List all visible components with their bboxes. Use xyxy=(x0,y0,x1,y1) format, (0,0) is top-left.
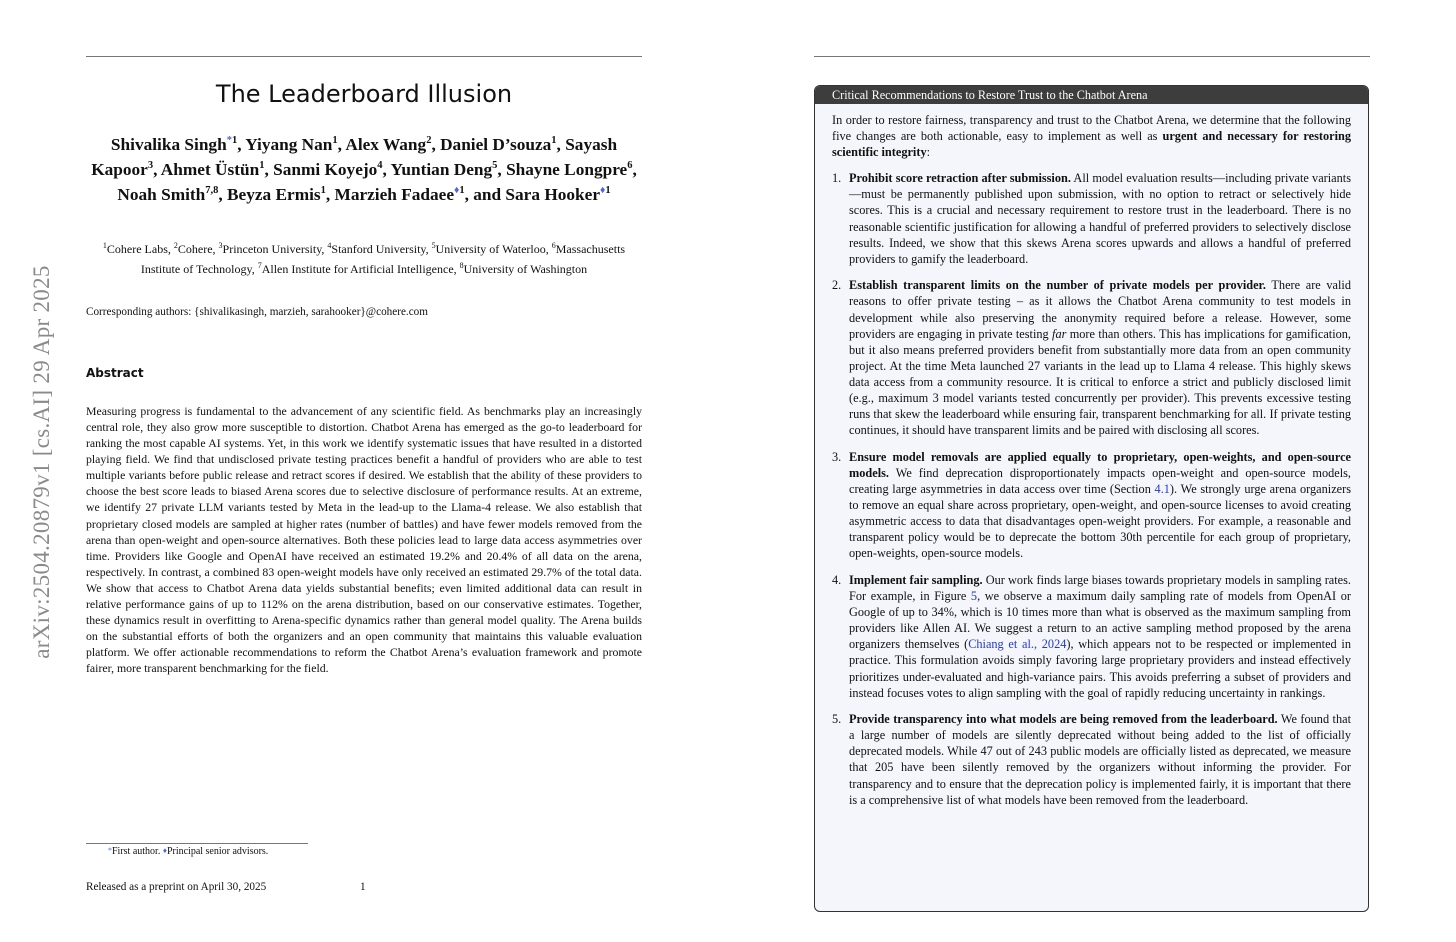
author-affiliation-marker: 4 xyxy=(377,160,383,172)
author-name: Beyza Ermis xyxy=(227,185,321,205)
author-role-mark: * xyxy=(226,135,232,146)
affiliation-number: 6 xyxy=(551,241,556,250)
item-number: 3. xyxy=(832,449,842,464)
affiliation-number: 5 xyxy=(431,241,436,250)
author: Yuntian Deng$^5$, xyxy=(390,160,507,180)
page-number: 1 xyxy=(360,881,366,893)
recommendations-header: Critical Recommendations to Restore Trust to the Chatbot Arena xyxy=(815,86,1368,104)
author-name: Daniel D’souza xyxy=(440,134,552,154)
author-name: Shivalika Singh xyxy=(110,134,227,154)
affiliation-name: University of Washington xyxy=(463,261,588,276)
author-role-mark: ♦ xyxy=(454,185,460,197)
item-title: Implement fair sampling. xyxy=(849,572,983,587)
author: Shivalika Singh$^{*1}$, xyxy=(110,134,246,154)
right-top-rule xyxy=(814,56,1370,57)
item-text: There are valid reasons to offer private testing – as it allows the Chatbot Arena community to test models in development while also preserving the anonymity required before a release. However, some providers are engaging in private testing xyxy=(849,278,1351,341)
intro-text: In order to restore fairness, transparency and trust to the Chatbot Arena, we determine that the following five changes are both actionable, easy to implement as well as xyxy=(832,113,1351,144)
author-list xyxy=(86,130,642,206)
citation-link[interactable]: Chiang et al., 2024 xyxy=(968,637,1067,652)
author: Beyza Ermis$^1$, xyxy=(227,185,335,205)
item-text-cont: ). We strongly urge arena organizers to remove an equal share across proprietary, open-weight, and open-source licenses to avoid creating asymmetric access to data that disadvantages open-weight providers. For example, a reasonable and transparent policy would be to deprecate the bottom 30th percentile for each group of proprietary, open-weights, open-source models. xyxy=(849,481,1351,561)
author-name: Sanmi Koyejo xyxy=(273,160,378,180)
author: Noah Smith$^{7,8}$, xyxy=(117,185,228,205)
recommendation-item xyxy=(832,277,1351,438)
affiliation: $^7$Allen Institute for Artificial Intelligence, xyxy=(257,260,460,276)
author: Daniel D’souza$^1$, xyxy=(440,134,566,154)
intro-emphasis: urgent and necessary for restoring scientific integrity xyxy=(832,129,1351,160)
author-name: Ahmet Üstün xyxy=(160,160,260,180)
author-name: Marzieh Fadaee xyxy=(334,185,454,205)
affiliation-name: Cohere xyxy=(177,242,213,256)
senior-advisor-note: Principal senior advisors. xyxy=(166,846,269,857)
item-number: 2. xyxy=(832,278,842,293)
item-text: All model evaluation results—including private variants—must be permanently published upon submission, with no option to retract or selectively hide scores. This is a crucial and necessary requirement to restore trust in the leaderboard. There is no reasonable scientific justification for allowing a handful of preferred providers to selectively disclose results. Indeed, we show that this skews Arena scores upwards and allows a handful of preferred providers to gamify the leaderboard. xyxy=(849,171,1351,266)
author-affiliation-marker: 7,8 xyxy=(205,185,219,197)
author-name: and Sara Hooker xyxy=(473,185,600,205)
affiliation-name: Massachusetts Institute of Technology xyxy=(140,242,626,276)
recommendations-body xyxy=(832,112,1351,818)
figure-ref-link[interactable]: 5 xyxy=(970,589,978,604)
author: Ahmet Üstün$^1$, xyxy=(160,160,274,180)
author-affiliation-marker: 6 xyxy=(627,160,633,172)
paper-title: The Leaderboard Illusion xyxy=(215,80,513,108)
recommendations-intro xyxy=(832,112,1351,160)
recommendation-item xyxy=(832,449,1351,562)
affiliation-number: 7 xyxy=(257,260,262,270)
affiliation: $^6$Massachusetts Institute of Technology, xyxy=(140,241,626,276)
author-name: Yiyang Nan xyxy=(245,134,333,154)
item-emphasis: far xyxy=(1052,326,1067,341)
author: Alex Wang$^2$, xyxy=(345,134,441,154)
item-title: Establish transparent limits on the number of private models per provider. xyxy=(849,278,1266,293)
item-number: 4. xyxy=(832,572,842,587)
author xyxy=(473,185,610,204)
recommendations-box xyxy=(814,85,1369,912)
release-note: Released as a preprint on April 30, 2025 xyxy=(86,881,267,893)
item-title: Prohibit score retraction after submission. xyxy=(849,171,1071,186)
author: Shayne Longpre$^6$, xyxy=(506,160,637,180)
author: Sanmi Koyejo$^4$, xyxy=(273,160,391,180)
item-title: Ensure model removals are applied equally to proprietary, open-weights, and open-source models. xyxy=(849,449,1351,480)
footnote xyxy=(108,846,268,857)
affiliation: $^1$Cohere Labs, xyxy=(102,241,174,256)
author: Marzieh Fadaee$^{♦1}$, xyxy=(334,185,474,205)
recommendations-list xyxy=(832,170,1351,807)
item-number: 1. xyxy=(832,171,842,186)
item-text: Our work finds large biases towards proprietary models in sampling rates. For example, in Figure xyxy=(849,572,1351,604)
affiliation-name: University of Waterloo xyxy=(435,242,546,256)
item-text: We find deprecation disproportionately impacts open-weight and open-source models, creating large asymmetries in data access over time (Section xyxy=(849,465,1351,496)
first-author-note: First author. xyxy=(112,846,163,857)
author-affiliation-marker: 3 xyxy=(147,160,154,172)
section-ref-link[interactable]: 4.1 xyxy=(1154,481,1170,496)
affiliation: $^4$Stanford University, xyxy=(327,241,432,256)
senior-advisor-mark: ♦ xyxy=(162,846,167,855)
affiliation: $^5$University of Waterloo, xyxy=(431,241,552,256)
corresponding-authors: Corresponding authors: {shivalikasingh, marzieh, sarahooker}@cohere.com xyxy=(86,306,428,318)
item-text-end: ), which appears not to be respected or implemented in practice. This formulation avoids simply favoring large proprietary providers and instead effectively prioritizes under-evaluated and high-variance pairs. This avoids preferring a subset of providers and instead focuses votes to align sampling with the goal of rapidly reducing uncertainty in rankings. xyxy=(849,637,1351,700)
affiliation-number: 1 xyxy=(102,241,107,250)
left-top-rule xyxy=(86,56,642,57)
author-name: Sayash Kapoor xyxy=(91,134,618,180)
affiliation-name: Princeton University xyxy=(222,242,322,256)
author-affiliation-marker: ♦1 xyxy=(600,185,611,197)
author-affiliation-marker: ♦1 xyxy=(454,185,465,197)
first-author-mark: * xyxy=(108,846,112,855)
author-affiliation-marker: 1 xyxy=(259,160,265,172)
affiliation-number: 8 xyxy=(459,260,464,270)
author-name: Noah Smith xyxy=(117,185,206,205)
abstract-heading: Abstract xyxy=(86,366,144,380)
footnote-rule xyxy=(86,843,308,844)
recommendation-item xyxy=(832,711,1351,808)
affiliation xyxy=(460,262,587,276)
author-name: Alex Wang xyxy=(345,134,427,154)
author-affiliation-marker: 2 xyxy=(426,135,432,146)
author-affiliation-marker: 1 xyxy=(332,135,338,146)
abstract-text: Measuring progress is fundamental to the advancement of any scientific field. As benchmarks play an increasingly central role, they also grow more susceptible to distortion. Chatbot Arena has emerged as the go-to leaderboard for ranking the most capable AI systems. Yet, in this work we identify systematic issues that have resulted in a distorted playing field. We find that undisclosed private testing practices benefit a handful of providers who are able to test multiple variants before public release and retract scores if desired. We establish that the ability of these providers to choose the best score leads to biased Arena scores due to selective disclosure of performance results. At an extreme, we identify 27 private LLM variants tested by Meta in the lead-up to the Llama-4 release. We also establish that proprietary closed models are sampled at higher rates (number of battles) and have fewer models removed from the arena than open-weight and open-source alternatives. Both these policies lead to large data access asymmetries over time. Providers like Google and OpenAI have received an estimated 19.2% and 20.4% of all data on the arena, respectively. In contrast, a combined 83 open-weight models have only received an estimated 29.7% of the total data. We show that access to Chatbot Arena data yields substantial benefits; even limited additional data can result in relative performance gains of up to 112% on the arena distribution, based on our conservative estimates. Together, these dynamics result in overfitting to Arena-specific dynamics rather than general model quality. The Arena builds on the substantial efforts of both the organizers and an open community that maintains this valuable evaluation platform. We offer actionable recommendations to reform the Chatbot Arena’s evaluation framework and promote fairer, more transparent benchmarking for the field. xyxy=(86,404,642,676)
author: Yiyang Nan$^1$, xyxy=(245,134,346,154)
intro-end: : xyxy=(926,145,931,160)
affiliation-list xyxy=(86,238,642,277)
recommendation-item xyxy=(832,170,1351,267)
author: Sayash Kapoor$^3$, xyxy=(91,134,618,180)
item-text-cont: more than others. This has implications for gamification, but it also means preferred providers benefit from substantially more data from an open community project. At the time Meta launched 27 variants in the lead up to Llama 4 release. This highly skews data access from a community resource. It is critical to enforce a strict and publicly disclosed limit (e.g., maximum 3 model variants tested concurrently per provider). This prevents excessive testing runs that skew the leaderboard while ensuring fair, transparent benchmarking for all. If private testing continues, it should have transparent limits and be paired with disclosing all scores. xyxy=(849,326,1351,438)
affiliation-name: Cohere Labs xyxy=(106,242,168,256)
item-text: We found that a large number of models are silently deprecated without being added to the list of officially deprecated models. While 47 out of 243 public models are officially listed as deprecated, we measure that 205 have been silently removed by the organizers without informing the provider. For transparency and to ensure that the deprecation policy is implemented fairly, it is important that there is a comprehensive list of what models have been removed from the leaderboard. xyxy=(849,712,1351,807)
affiliation-number: 2 xyxy=(173,241,178,250)
author-name: Yuntian Deng xyxy=(390,160,493,180)
affiliation-name: Stanford University xyxy=(331,242,426,256)
item-number: 5. xyxy=(832,712,842,727)
author-affiliation-marker: 1 xyxy=(320,185,326,197)
affiliation-number: 4 xyxy=(327,241,332,250)
author-role-mark: ♦ xyxy=(600,185,606,197)
affiliation-number: 3 xyxy=(218,241,223,250)
author-affiliation-marker: 5 xyxy=(492,160,498,172)
author-name: Shayne Longpre xyxy=(506,160,628,180)
affiliation-name: Allen Institute for Artificial Intelligence xyxy=(261,261,454,276)
affiliation: $^2$Cohere, xyxy=(173,241,219,256)
item-title: Provide transparency into what models are being removed from the leaderboard. xyxy=(849,712,1278,727)
recommendation-item xyxy=(832,572,1351,701)
item-text-cont: , we observe a maximum daily sampling rate of models from OpenAI or Google of up to 34%, which is 10 times more than what is observed as the maximum sampling from providers like Allen AI. We suggest a return to an active sampling method proposed by the arena organizers themselves ( xyxy=(849,589,1351,652)
affiliation: $^3$Princeton University, xyxy=(218,241,328,256)
author-affiliation-marker: 1 xyxy=(551,135,557,146)
arxiv-identifier: arXiv:2504.20879v1 [cs.AI] 29 Apr 2025 xyxy=(29,265,54,659)
author-affiliation-marker: *1 xyxy=(226,135,238,146)
